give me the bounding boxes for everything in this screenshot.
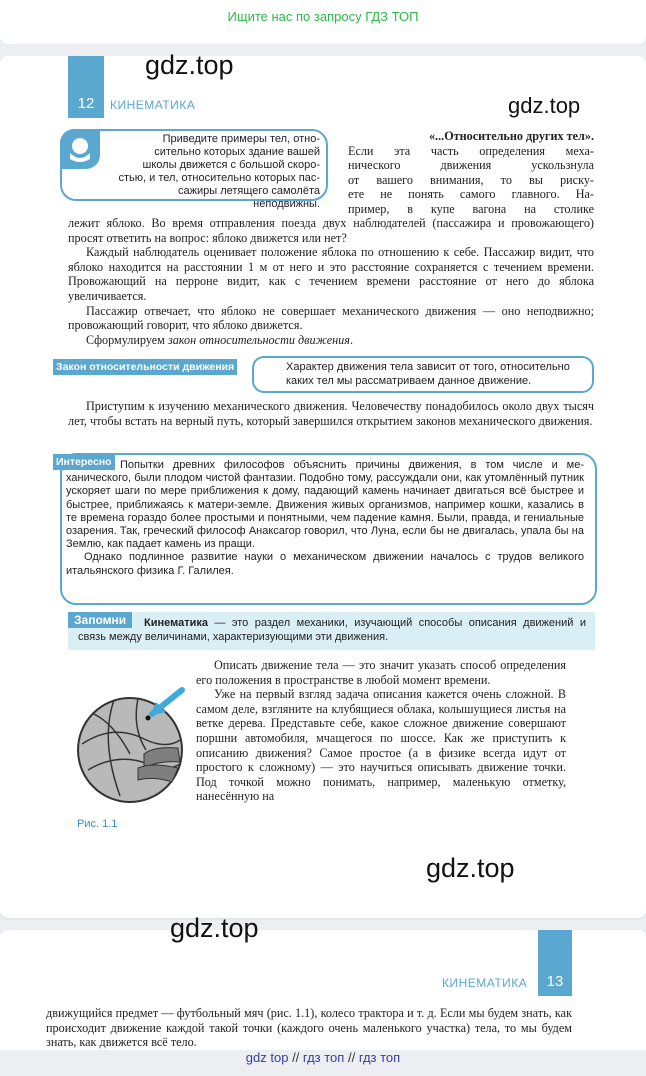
paragraph: Приступим к изучению механического движения. Человечеству понадобилось около двух тысяч лет, чтобы встать на верный путь, который завершился открытием законов механического движения. bbox=[68, 399, 594, 428]
footer-link[interactable]: gdz top bbox=[245, 1050, 289, 1065]
watermark: gdz.top bbox=[426, 853, 515, 883]
main-text bbox=[68, 216, 594, 347]
remember-text: Кинематика — это раздел механики, изучающий способы описания движений и связь между величинами, характеризующими эти движения. bbox=[78, 617, 586, 643]
paragraph: Описать движение тела — это значит указать способ определения его положения в пространстве в любой момент времени. bbox=[196, 658, 566, 687]
apple-hand-icon bbox=[60, 129, 100, 169]
figure-caption: Рис. 1.1 bbox=[77, 818, 118, 830]
footer-link[interactable]: гдз топ bbox=[302, 1050, 345, 1065]
textbook-page-13 bbox=[0, 930, 646, 1050]
paragraph: Уже на первый взгляд задача описания кажется очень сложной. В самом деле, взгляните на клубящиеся облака, колышущиеся листья на ветке дерева. Представьте себе, какое сложное движение совершают поршни автомобиля, мчащегося по шоссе. Как же приступить к описанию движения? Самое простое (а в физике всегда идут от простого к сложному) — это научиться описывать движение точки. Под точкой можно понимать, например, маленькую отметку, нанесённую на bbox=[196, 687, 566, 804]
side-heading: «...Относительно других тел». bbox=[428, 129, 594, 143]
question-text: Приведите примеры тел, отно- сительно которых здание вашей школы движется с большой скоро- стью, и тел, относительно которых пас- сажиры летящего самолёта неподвижны. bbox=[118, 133, 320, 210]
promo-banner[interactable] bbox=[0, 0, 646, 34]
paragraph: лежит яблоко. Во время отправления поезда двух наблюдателей (пассажира и провожающего) просят ответить на вопрос: яблоко движется или нет? bbox=[68, 216, 594, 245]
footer-separator: // bbox=[347, 1050, 356, 1065]
figure-side-text bbox=[196, 658, 566, 804]
footer-separator: // bbox=[292, 1050, 300, 1065]
running-header: КИНЕМАТИКА bbox=[442, 976, 528, 990]
interesting-label: Интересно bbox=[53, 454, 115, 470]
paragraph: движущийся предмет — футбольный мяч (рис. 1.1), колесо трактора и т. д. Если мы будем знать, как происходит движение каждой такой точки (каждого очень маленького участка) тела, то мы будем знать, как движется всё тело. bbox=[46, 1006, 572, 1050]
footer-links bbox=[0, 1050, 646, 1076]
paragraph: Сформулируем закон относительности движения. bbox=[86, 332, 353, 347]
remember-label: Запомни bbox=[68, 612, 132, 628]
paragraph: Пассажир отвечает, что яблоко не совершает механического движения — оно неподвижно; провожающий говорит, что яблоко движется. bbox=[68, 303, 594, 333]
previous-card-edge bbox=[0, 34, 646, 44]
law-label: Закон относительности движения bbox=[53, 359, 237, 375]
page-number-tab bbox=[538, 930, 572, 996]
promo-banner-text[interactable]: Ищите нас по запросу ГДЗ ТОП bbox=[227, 9, 419, 24]
running-header: КИНЕМАТИКА bbox=[110, 98, 196, 112]
paragraph: Каждый наблюдатель оценивает положение яблока по отношению к себе. Пассажир видит, что яблоко находится на расстоянии 1 м от него и это расстояние сохраняется с течением времени. Провожающий на перроне видит, как с течением времени расстояние от него до яблока увеличивается. bbox=[68, 245, 594, 303]
watermark: gdz.top bbox=[508, 93, 581, 118]
side-column: «...Относительно других тел». Если эта часть определения меха- нического движения ускользнула от вашего внимания, то вы риску- ете не понять самого главного. На- пример, в купе вагона на столике bbox=[348, 129, 594, 216]
law-text: Характер движения тела зависит от того, относительно каких тел мы рассматриваем данное движение. bbox=[286, 361, 570, 387]
football-figure bbox=[74, 684, 194, 804]
page-number: 12 bbox=[77, 95, 95, 112]
watermark: gdz.top bbox=[170, 913, 259, 943]
question-icon bbox=[60, 129, 100, 169]
page-number-tab bbox=[68, 56, 104, 118]
watermark: gdz.top bbox=[145, 50, 234, 80]
footer-link[interactable]: гдз топ bbox=[358, 1050, 401, 1065]
interesting-text: Попытки древних философов объяснить причины движения, в том числе и механического, были плодом чистой фантазии. Подобно тому, рассуждали они, как утомлённый путник ускоряет шаги по мере приближения к дому, падающий камень начинает двигаться всё быстрее и быстрее, приближаясь к матери-земле. Движения живых организмов, например кошки, казались в те времена гораздо более простыми и понятными, чем падение камня. Были, правда, и гениальные озарения. Так, греческий философ Анаксагор говорил, что Луна, если бы не двигалась, упала бы на Землю, как падает камень из пращи. Однако подлинное развитие науки о механическом движении началось с трудов великого итальянского физика Г. Галилея. bbox=[66, 459, 584, 577]
page-number: 13 bbox=[546, 973, 564, 990]
